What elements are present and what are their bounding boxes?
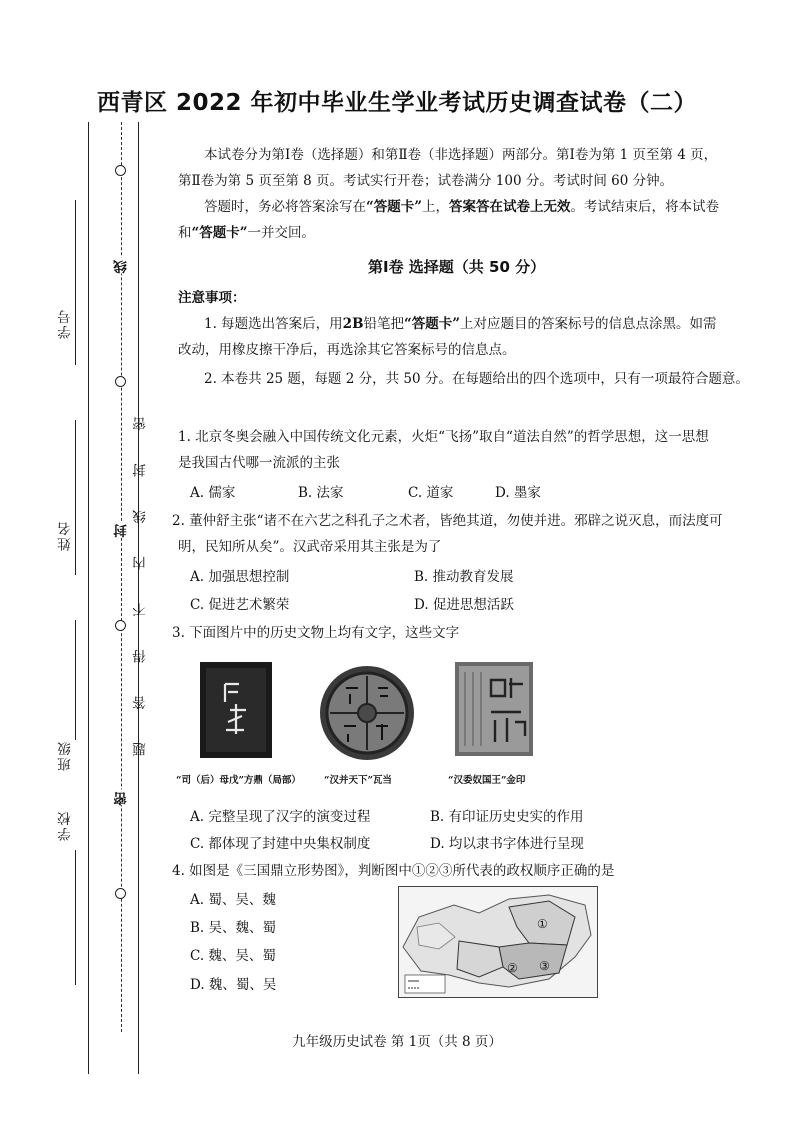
intro-4c: 一并交回。 xyxy=(247,225,316,241)
caption-wadang: “汉并天下”瓦当 xyxy=(324,775,392,786)
intro-4a: 和 xyxy=(178,225,192,241)
field-xuehao-line[interactable] xyxy=(75,200,76,365)
gold-seal-icon xyxy=(455,662,533,756)
q4-option-a[interactable]: A. 蜀、吴、魏 xyxy=(190,892,276,908)
seal-circle-1 xyxy=(115,165,126,176)
artifact-bronze-ding-image xyxy=(200,662,272,758)
section-title: 第Ⅰ卷 选择题（共 50 分） xyxy=(368,258,546,276)
field-banji-line[interactable] xyxy=(75,620,76,740)
intro-3b: “答题卡” xyxy=(366,199,423,215)
map-outline-icon xyxy=(399,887,597,997)
map-label-2: ② xyxy=(507,961,518,975)
q1-stem-2: 是我国古代哪一流派的主张 xyxy=(178,455,340,471)
page-title: 西青区 2022 年初中毕业生学业考试历史调查试卷（二） xyxy=(96,90,698,116)
seal-circle-2 xyxy=(115,376,126,387)
field-xingming-line[interactable] xyxy=(75,420,76,575)
intro-line-3 xyxy=(204,194,719,220)
intro-3c: 上， xyxy=(422,199,450,215)
note-1d: “答题卡” xyxy=(403,316,461,332)
note-1b: 2B xyxy=(342,316,364,332)
q1-option-d[interactable]: D. 墨家 xyxy=(495,485,541,501)
note-2: 2. 本卷共 25 题，每题 2 分，共 50 分。在每题给出的四个选项中，只有一项最符合题意。 xyxy=(204,371,749,387)
q2-option-d[interactable]: D. 促进思想活跃 xyxy=(414,597,514,613)
intro-4b: “答题卡” xyxy=(191,225,248,241)
q4-option-b[interactable]: B. 吴、魏、蜀 xyxy=(190,920,277,936)
caption-gold-seal: “汉委奴国王”金印 xyxy=(448,775,526,786)
q2-stem-2: 明，民知所从矣”。汉武帝采用其主张是为了 xyxy=(178,539,442,555)
artifact-wadang-image xyxy=(318,664,416,762)
map-label-3: ③ xyxy=(539,959,550,973)
notes-heading: 注意事项： xyxy=(178,290,246,306)
note-1 xyxy=(204,311,717,337)
field-xingming-label: 姓名 xyxy=(58,520,74,551)
note-1c: 铅笔把 xyxy=(363,316,404,332)
q3-option-a[interactable]: A. 完整呈现了汉字的演变过程 xyxy=(190,809,371,825)
q2-option-a[interactable]: A. 加强思想控制 xyxy=(190,569,290,585)
seal-char-feng: 封 xyxy=(114,522,130,538)
intro-line-1: 本试卷分为第Ⅰ卷（选择题）和第Ⅱ卷（非选择题）两部分。第Ⅰ卷为第 1 页至第 4 页， xyxy=(204,147,718,163)
note-1-cont: 改动，用橡皮擦干净后，再选涂其它答案标号的信息点。 xyxy=(178,342,516,358)
seal-char-xian: 线 xyxy=(114,258,130,274)
ding-inscription-icon xyxy=(200,662,272,758)
q2-option-c[interactable]: C. 促进艺术繁荣 xyxy=(190,597,290,613)
note-1a: 1. 每题选出答案后，用 xyxy=(204,316,343,332)
intro-3d: 答案答在试卷上无效 xyxy=(449,199,571,215)
three-kingdoms-map xyxy=(398,886,598,998)
seal-circle-4 xyxy=(115,888,126,899)
intro-3e: 。考试结束后，将本试卷 xyxy=(570,199,720,215)
q1-option-a[interactable]: A. 儒家 xyxy=(190,485,236,501)
q4-option-d[interactable]: D. 魏、蜀、吴 xyxy=(190,977,277,993)
wadang-tile-icon xyxy=(318,664,416,762)
intro-line-2: 第Ⅱ卷为第 5 页至第 8 页。考试实行开卷；试卷满分 100 分。考试时间 60 分钟。 xyxy=(178,173,674,189)
q1-stem-1: 1. 北京冬奥会融入中国传统文化元素，火炬“飞扬”取自“道法自然”的哲学思想，这一思想 xyxy=(178,429,709,445)
page-footer: 九年级历史试卷 第 1页（共 8 页） xyxy=(292,1034,502,1050)
caption-ding: “司（后）母戊”方鼎（局部） xyxy=(176,775,301,786)
margin-line-left xyxy=(88,122,89,1074)
q3-option-c[interactable]: C. 都体现了封建中央集权制度 xyxy=(190,836,371,852)
seal-warning-text: 题答得不内线封密 xyxy=(133,384,149,756)
q3-option-b[interactable]: B. 有印证历史史实的作用 xyxy=(430,809,584,825)
intro-line-4 xyxy=(178,220,315,246)
field-xuehao-label: 学号 xyxy=(58,308,74,339)
q4-stem: 4. 如图是《三国鼎立形势图》，判断图中①②③所代表的政权顺序正确的是 xyxy=(172,863,615,879)
seal-char-mi: 密 xyxy=(114,790,130,806)
note-1e: 上对应题目的答案标号的信息点涂黑。如需 xyxy=(460,316,717,332)
seal-circle-3 xyxy=(115,620,126,631)
intro-3a: 答题时，务必将答案涂写在 xyxy=(204,199,366,215)
artifact-gold-seal-image xyxy=(455,662,533,756)
q2-stem-1: 2. 董仲舒主张“诸不在六艺之科孔子之术者，皆绝其道，勿使并进。邪辟之说灭息，而法度可 xyxy=(172,513,723,529)
q1-option-b[interactable]: B. 法家 xyxy=(298,485,344,501)
map-label-1: ① xyxy=(537,917,548,931)
q1-option-c[interactable]: C. 道家 xyxy=(408,485,454,501)
field-xuexiao-label: 学校 xyxy=(58,810,74,841)
q3-option-d[interactable]: D. 均以隶书字体进行呈现 xyxy=(430,836,584,852)
field-xuexiao-line[interactable] xyxy=(75,850,76,985)
field-banji-label: 班级 xyxy=(58,740,74,771)
q3-stem: 3. 下面图片中的历史文物上均有文字，这些文字 xyxy=(172,625,460,641)
q2-option-b[interactable]: B. 推动教育发展 xyxy=(414,569,514,585)
q4-option-c[interactable]: C. 魏、吴、蜀 xyxy=(190,948,276,964)
